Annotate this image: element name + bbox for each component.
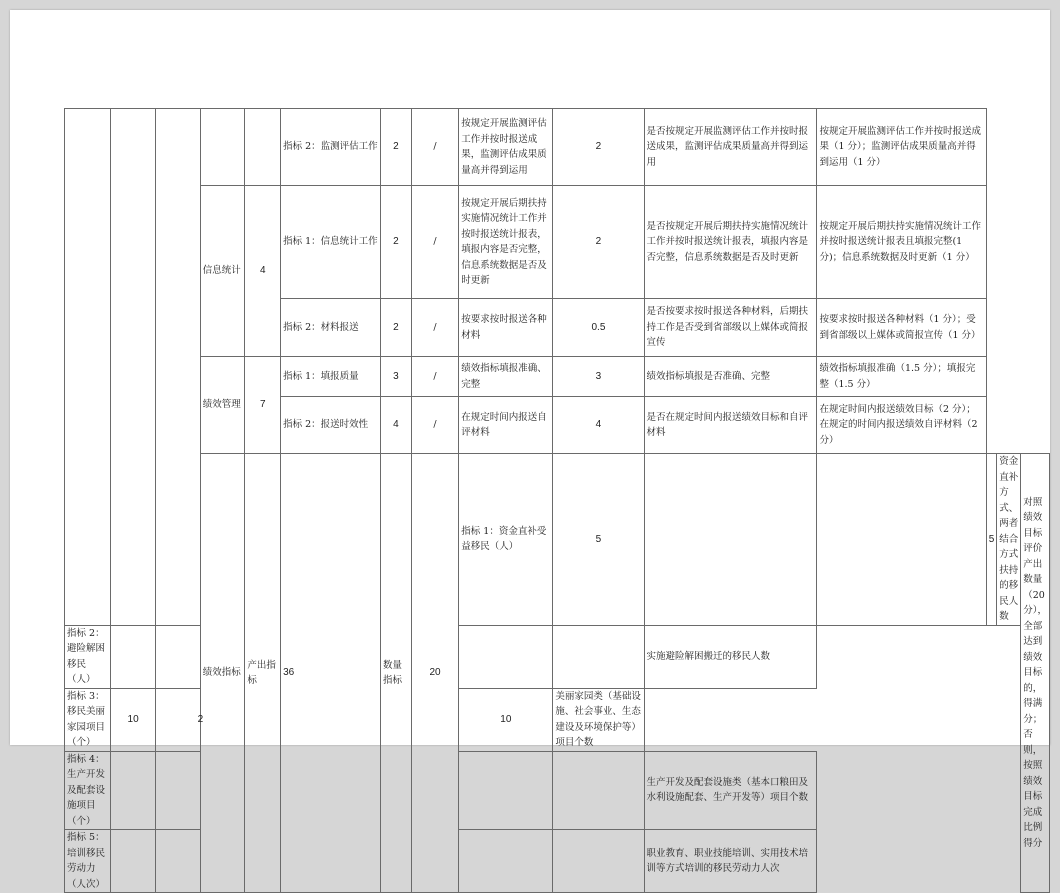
indicator-weight-cell: 10 xyxy=(110,688,156,751)
target-value-cell: / xyxy=(411,299,458,357)
criteria-cell: 在规定时间内报送绩效目标（2 分）；在规定的时间内报送绩效自评材料（2 分） xyxy=(817,397,986,454)
level1-name-cell: 绩效指标 xyxy=(200,454,245,893)
target-value-cell: 2 xyxy=(156,688,245,751)
level2-weight-cell: 36 xyxy=(281,454,381,893)
description-cell: 是否按规定开展监测评估工作并按时报送成果，监测评估成果质量高并得到运用 xyxy=(644,109,817,186)
indicator-cell: 指标 1：填报质量 xyxy=(281,357,381,397)
indicator-weight-cell: 2 xyxy=(381,109,412,186)
target-value-cell: / xyxy=(411,109,458,186)
target-value-cell xyxy=(644,454,817,626)
level3-weight-cell: 4 xyxy=(245,186,281,357)
table-row xyxy=(65,186,1050,299)
description-cell: 是否按要求按时报送各种材料，后期扶持工作是否受到省部级以上媒体或简报宣传 xyxy=(644,299,817,357)
level2-name-cell: 产出指标 xyxy=(245,454,281,893)
score-cell xyxy=(553,625,644,688)
level3-weight-cell: 7 xyxy=(245,357,281,454)
description-cell: 资金直补方式、两者结合方式扶持的移民人数 xyxy=(997,454,1021,626)
target-value-cell: / xyxy=(411,186,458,299)
description-cell: 职业教育、职业技能培训、实用技术培训等方式培训的移民劳动力人次 xyxy=(644,830,817,893)
criteria-cell: 按要求按时报送各种材料（1 分）；受到省部级以上媒体或简报宣传（1 分） xyxy=(817,299,986,357)
score-cell: 0.5 xyxy=(553,299,644,357)
indicator-weight-cell xyxy=(110,751,156,830)
score-cell: 2 xyxy=(553,109,644,186)
table-row xyxy=(65,109,1050,186)
criteria-cell: 按规定开展监测评估工作并按时报送成果（1 分）；监测评估成果质量高并得到运用（1 分） xyxy=(817,109,986,186)
score-cell xyxy=(553,751,644,830)
indicator-weight-cell: 2 xyxy=(381,186,412,299)
standard-cell: 按要求按时报送各种材料 xyxy=(459,299,553,357)
standard-cell: 绩效指标填报准确、完整 xyxy=(459,357,553,397)
criteria-cell: 按规定开展后期扶持实施情况统计工作并按时报送统计报表且填报完整(1分)；信息系统数据及时更新（1 分） xyxy=(817,186,986,299)
indicator-weight-cell xyxy=(110,830,156,893)
score-cell: 10 xyxy=(459,688,553,751)
indicator-cell: 指标 2：避险解困移民（人） xyxy=(65,625,111,688)
document-page xyxy=(10,10,1050,890)
score-cell: 5 xyxy=(986,454,997,626)
indicator-weight-cell: 4 xyxy=(381,397,412,454)
level3-name-cell: 信息统计 xyxy=(200,186,245,357)
criteria-cell: 绩效指标填报准确（1.5 分）；填报完整（1.5 分） xyxy=(817,357,986,397)
level3-name-cell: 数量指标 xyxy=(381,454,412,893)
score-cell: 2 xyxy=(553,186,644,299)
target-value-cell xyxy=(156,625,200,688)
standard-cell: 按规定开展后期扶持实施情况统计工作并按时报送统计报表，填报内容是否完整，信息系统数据是否及时更新 xyxy=(459,186,553,299)
indicator-cell: 指标 2：报送时效性 xyxy=(281,397,381,454)
standard-cell xyxy=(459,830,553,893)
target-value-cell xyxy=(156,830,200,893)
indicator-weight-cell: 2 xyxy=(381,299,412,357)
table-row xyxy=(65,454,1050,626)
level2-cell-empty xyxy=(110,109,156,626)
description-cell: 美丽家园类（基础设施、社会事业、生态建设及环境保护等）项目个数 xyxy=(553,688,644,751)
indicator-weight-cell: 3 xyxy=(381,357,412,397)
level2-weight-cell-empty xyxy=(156,109,200,626)
standard-cell xyxy=(459,751,553,830)
score-cell: 3 xyxy=(553,357,644,397)
description-cell: 是否按规定开展后期扶持实施情况统计工作并按时报送统计报表，填报内容是否完整，信息系统数据是否及时更新 xyxy=(644,186,817,299)
target-value-cell: / xyxy=(411,357,458,397)
level3-cell-empty xyxy=(200,109,245,186)
score-cell: 4 xyxy=(553,397,644,454)
description-cell: 实施避险解困搬迁的移民人数 xyxy=(644,625,817,688)
indicator-weight-cell xyxy=(110,625,156,688)
table-row xyxy=(65,357,1050,397)
indicator-cell: 指标 2：监测评估工作 xyxy=(281,109,381,186)
indicator-weight-cell: 5 xyxy=(553,454,644,626)
table-row xyxy=(65,688,1050,751)
performance-score-table xyxy=(64,108,1050,893)
level3-weight-cell: 20 xyxy=(411,454,458,893)
indicator-cell: 指标 3：移民美丽家园项目（个） xyxy=(65,688,111,751)
indicator-cell: 指标 4：生产开发及配套设施项目（个） xyxy=(65,751,111,830)
standard-cell xyxy=(459,625,553,688)
indicator-cell: 指标 1：资金直补受益移民（人） xyxy=(459,454,553,626)
level3-weight-cell-empty xyxy=(245,109,281,186)
indicator-cell: 指标 5：培训移民劳动力（人次） xyxy=(65,830,111,893)
level3-name-cell: 绩效管理 xyxy=(200,357,245,454)
criteria-cell: 对照绩效目标评价产出数量（20 分），全部达到绩效目标的，得满分；否则，按照绩效目标完成比例得分 xyxy=(1021,454,1050,893)
target-value-cell xyxy=(156,751,200,830)
description-cell: 绩效指标填报是否准确、完整 xyxy=(644,357,817,397)
description-cell: 生产开发及配套设施类（基本口粮田及水利设施配套、生产开发等）项目个数 xyxy=(644,751,817,830)
level1-cell-empty xyxy=(65,109,111,626)
indicator-cell: 指标 2：材料报送 xyxy=(281,299,381,357)
standard-cell: 在规定时间内报送自评材料 xyxy=(459,397,553,454)
target-value-cell: / xyxy=(411,397,458,454)
standard-cell xyxy=(817,454,986,626)
description-cell: 是否在规定时间内报送绩效目标和自评材料 xyxy=(644,397,817,454)
indicator-cell: 指标 1：信息统计工作 xyxy=(281,186,381,299)
standard-cell: 按规定开展监测评估工作并按时报送成果，监测评估成果质量高并得到运用 xyxy=(459,109,553,186)
score-cell xyxy=(553,830,644,893)
